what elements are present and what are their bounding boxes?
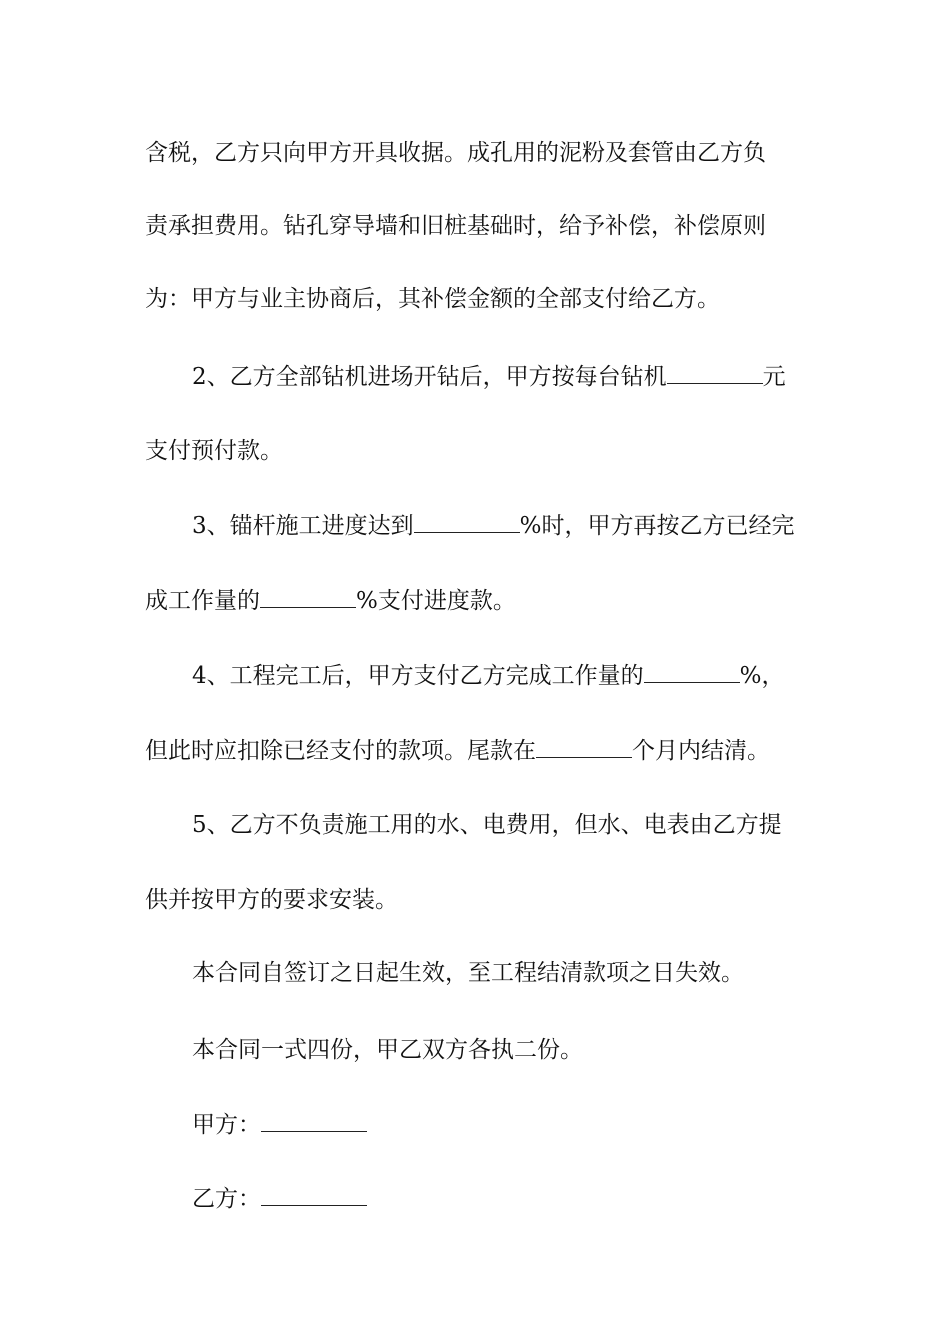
clause-4-text-cont: %， [739, 663, 785, 689]
clause-5-line-2: 供并按甲方的要求安装。 [145, 887, 398, 913]
clause-2-unit: 元 [762, 364, 786, 390]
clause-2-line-2: 支付预付款。 [145, 438, 283, 464]
clause-4-line-2 [145, 735, 815, 766]
paragraph-line: 为：甲方与业主协商后，其补偿金额的全部支付给乙方。 [145, 286, 720, 312]
clause-4-text: 4、工程完工后，甲方支付乙方完成工作量的 [192, 663, 644, 689]
clause-2-text: 2、乙方全部钻机进场开钻后，甲方按每台钻机 [192, 364, 667, 390]
paragraph-line: 含税，乙方只向甲方开具收据。成孔用的泥粉及套管由乙方负 [145, 140, 766, 166]
party-a-label: 甲方： [192, 1112, 261, 1138]
clause-4-line-1 [192, 660, 862, 691]
clause-3-text-cont: %时，甲方再按乙方已经完 [519, 513, 795, 539]
party-b-signature-line [192, 1183, 862, 1214]
copies-clause: 本合同一式四份，甲乙双方各执二份。 [192, 1037, 583, 1063]
blank-field[interactable] [667, 361, 763, 384]
paragraph-line: 责承担费用。钻孔穿导墙和旧桩基础时，给予补偿，补偿原则 [145, 213, 766, 239]
party-b-label: 乙方： [192, 1186, 261, 1212]
clause-3-text: 3、锚杆施工进度达到 [192, 513, 414, 539]
party-a-signature-line [192, 1109, 862, 1140]
clause-2-line-1 [192, 361, 862, 392]
clause-4-text-2: 但此时应扣除已经支付的款项。尾款在 [145, 738, 536, 764]
clause-3-text-2: 成工作量的 [145, 588, 260, 614]
clause-5-line-1: 5、乙方不负责施工用的水、电费用，但水、电表由乙方提 [192, 812, 782, 838]
clause-3-line-2 [145, 585, 815, 616]
blank-field[interactable] [414, 510, 520, 533]
clause-3-text-2-cont: %支付进度款。 [356, 588, 516, 614]
party-b-blank[interactable] [261, 1183, 367, 1206]
clause-4-text-2-cont: 个月内结清。 [632, 738, 770, 764]
blank-field[interactable] [260, 585, 356, 608]
blank-field[interactable] [536, 735, 632, 758]
clause-3-line-1 [192, 510, 862, 541]
effective-clause: 本合同自签订之日起生效，至工程结清款项之日失效。 [192, 960, 744, 986]
blank-field[interactable] [644, 660, 740, 683]
party-a-blank[interactable] [261, 1109, 367, 1132]
